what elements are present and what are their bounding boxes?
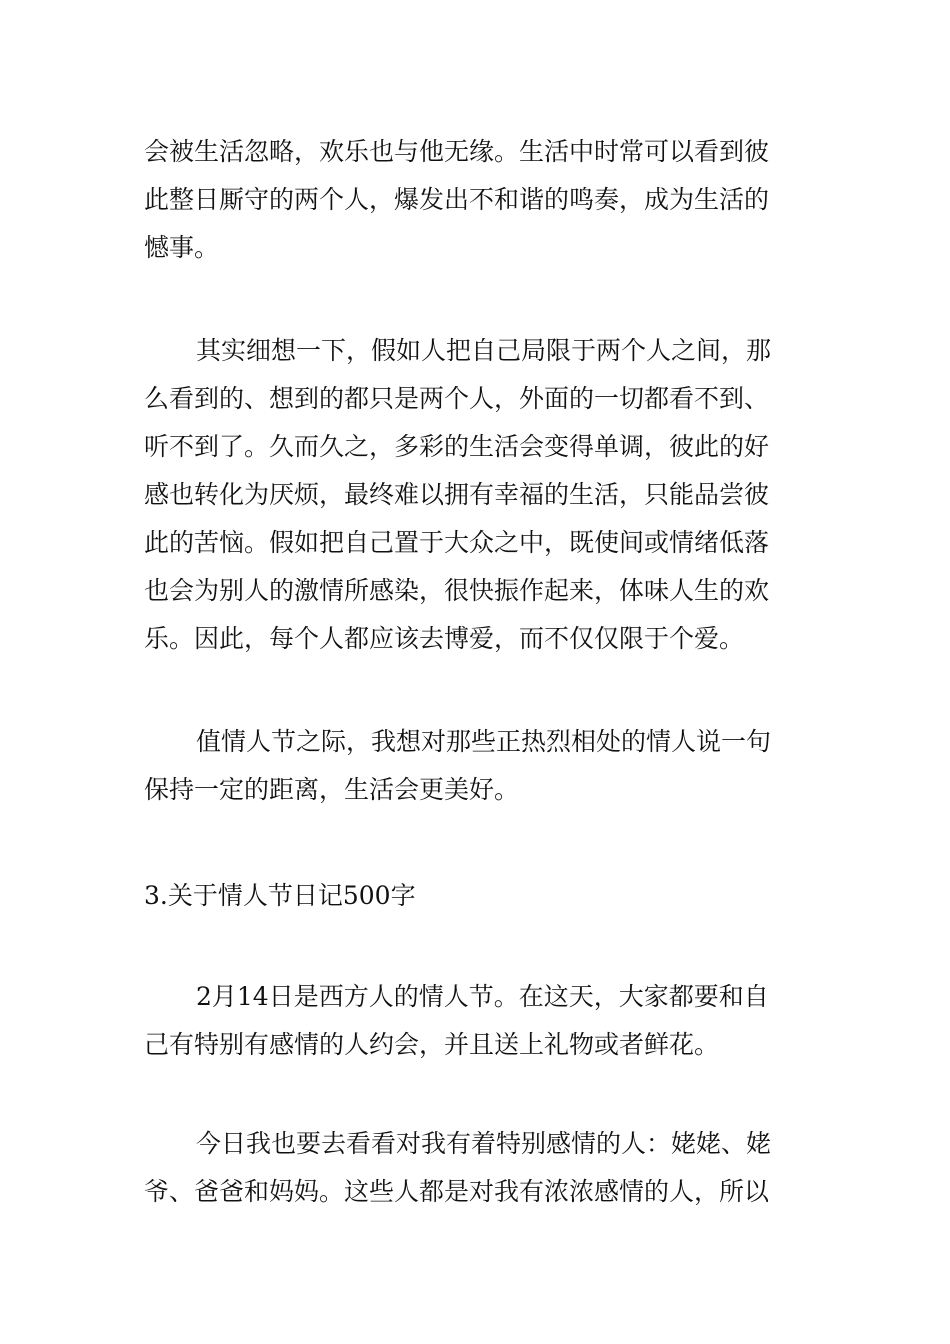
paragraph-line: 爷、爸爸和妈妈。这些人都是对我有浓浓感情的人，所以 [144, 1177, 770, 1206]
paragraph-5 [144, 1120, 808, 1216]
paragraph-line: 2月14日是西方人的情人节。在这天，大家都要和自 [196, 982, 769, 1011]
paragraph-line: 会被生活忽略，欢乐也与他无缘。生活中时常可以看到彼 [144, 137, 770, 166]
paragraph-line: 值情人节之际，我想对那些正热烈相处的情人说一句 [196, 727, 772, 756]
paragraph-line: 憾事。 [144, 233, 220, 262]
paragraph-line: 感也转化为厌烦，最终难以拥有幸福的生活，只能品尝彼 [144, 480, 770, 509]
paragraph-1 [144, 128, 808, 272]
paragraph-line: 听不到了。久而久之，多彩的生活会变得单调，彼此的好 [144, 432, 770, 461]
paragraph-line: 也会为别人的激情所感染，很快振作起来，体味人生的欢 [144, 576, 770, 605]
paragraph-line: 乐。因此，每个人都应该去博爱，而不仅仅限于个爱。 [144, 624, 745, 653]
paragraph-line: 此的苦恼。假如把自己置于大众之中，既使间或情绪低落 [144, 528, 770, 557]
paragraph-line: 其实细想一下，假如人把自己局限于两个人之间，那 [196, 336, 772, 365]
paragraph-line: 己有特别有感情的人约会，并且送上礼物或者鲜花。 [144, 1030, 720, 1059]
paragraph-line: 保持一定的距离，生活会更美好。 [144, 775, 520, 804]
paragraph-4 [144, 973, 808, 1069]
paragraph-2 [144, 327, 808, 663]
paragraph-line: 此整日厮守的两个人，爆发出不和谐的鸣奏，成为生活的 [144, 185, 770, 214]
paragraph-line: 今日我也要去看看对我有着特别感情的人：姥姥、姥 [196, 1129, 772, 1158]
paragraph-3 [144, 718, 808, 814]
section-heading: 3.关于情人节日记500字 [144, 881, 416, 910]
paragraph-line: 么看到的、想到的都只是两个人，外面的一切都看不到、 [144, 384, 770, 413]
